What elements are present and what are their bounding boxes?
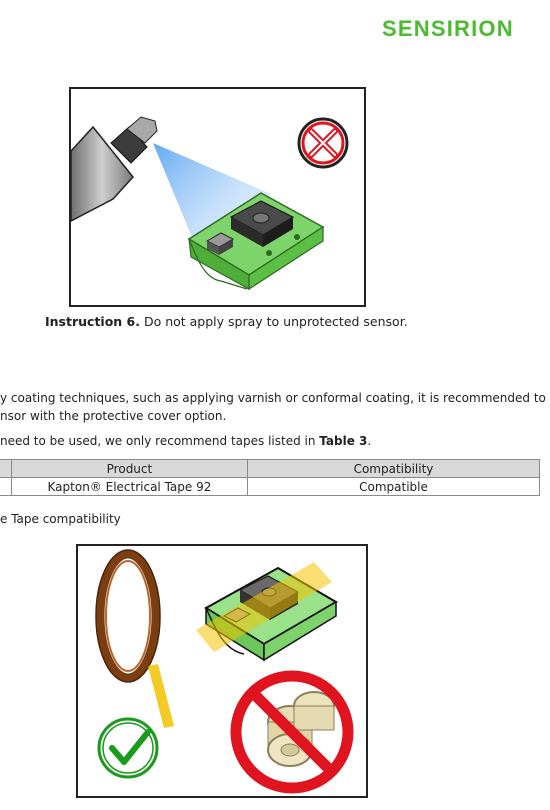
table-row	[0, 478, 540, 496]
taped-sensor-board-icon	[196, 562, 336, 660]
table-caption: e Tape compatibility	[0, 512, 121, 526]
sensirion-logo: SENSIRION	[382, 16, 514, 41]
table-header-cell	[0, 460, 11, 478]
prohibited-packing-tape-icon	[236, 676, 348, 788]
table-cell	[0, 478, 11, 496]
paragraph-line-2: nsor with the protective cover option.	[0, 409, 227, 423]
spray-nozzle-icon	[71, 117, 157, 221]
figure-spray-warning	[69, 87, 366, 307]
caption-label: Instruction 6.	[45, 314, 140, 329]
paragraph-tapes	[0, 434, 371, 448]
table-header-row	[0, 460, 540, 478]
figure-tape-compatibility	[76, 544, 368, 798]
table-reference: Table 3	[319, 434, 368, 448]
table-cell: Compatible	[248, 478, 540, 496]
caption-text: Do not apply spray to unprotected sensor.	[139, 314, 408, 329]
check-mark-icon	[99, 719, 157, 777]
table-header-cell: Compatibility	[248, 460, 540, 478]
tape-compatibility-table	[0, 459, 540, 496]
paragraph-line-1: y coating techniques, such as applying varnish or conformal coating, it is recommended to	[0, 391, 546, 405]
table-header-cell: Product	[11, 460, 247, 478]
figure-caption	[45, 314, 408, 329]
prohibited-x-icon	[299, 119, 347, 167]
table-cell: Kapton® Electrical Tape 92	[11, 478, 247, 496]
tapes-end: .	[367, 434, 372, 448]
tapes-text: need to be used, we only recommend tapes listed in	[0, 434, 320, 448]
kapton-tape-roll-icon	[96, 550, 174, 728]
